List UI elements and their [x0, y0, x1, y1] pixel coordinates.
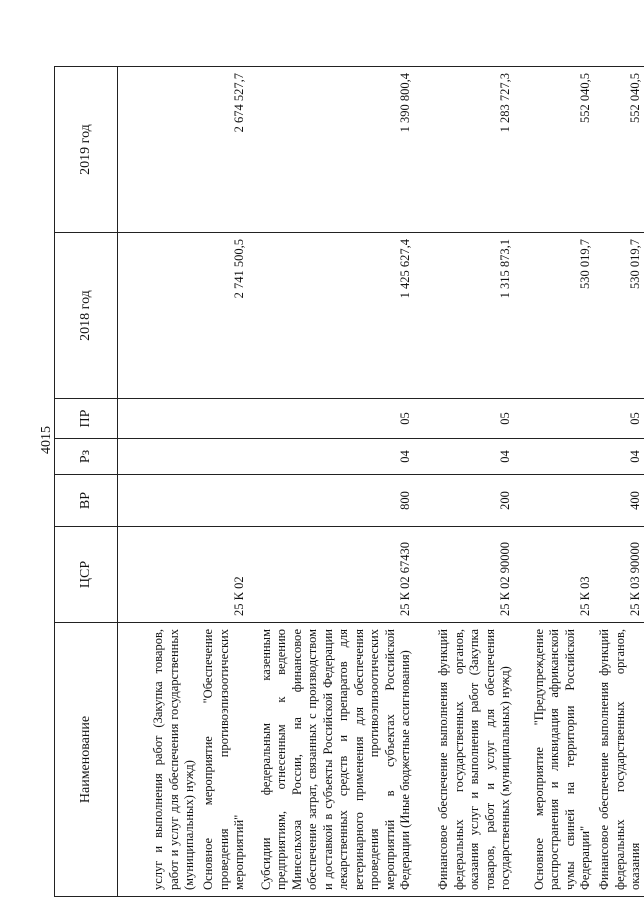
header-2019: 2019 год	[55, 67, 118, 233]
row-rz: 04	[248, 439, 414, 475]
row-2019: 552 040,5	[594, 67, 644, 233]
row-csr: 25 К 03 90000	[594, 527, 644, 623]
row-2019: 1 283 727,3	[414, 67, 514, 233]
row-rz	[514, 439, 594, 475]
row-name: Финансовое обеспечение выполнения функций федеральных государственных органов, оказания услуг и выполнения работ (Закупка товаров, работ и услуг для обеспечения государственных (муниципальных) нужд)	[414, 623, 514, 897]
table-frame	[54, 67, 642, 897]
row-vr	[118, 475, 198, 527]
table-row	[594, 67, 644, 897]
row-name: Финансовое обеспечение выполнения функций федеральных государственных органов, оказания	[594, 623, 644, 897]
row-2019: 552 040,5	[514, 67, 594, 233]
row-pr	[514, 399, 594, 439]
header-rz: Рз	[55, 439, 118, 475]
row-vr	[514, 475, 594, 527]
table-row	[198, 67, 248, 897]
row-2018	[118, 233, 198, 399]
header-name: Наименование	[55, 623, 118, 897]
row-pr: 05	[248, 399, 414, 439]
row-pr	[118, 399, 198, 439]
row-name: Субсидии федеральным казенным предприятиям, отнесенным к ведению Минсельхоза России, на финансовое обеспечение затрат, связанных с производством и доставкой в субъекты Российской Федерации лекарственных средств и препаратов для ветеринарного применения для обеспечения проведения противоэпизоотических мероприятий в субъектах Российской Федерации (Иные бюджетные ассигнования)	[248, 623, 414, 897]
row-rz: 04	[414, 439, 514, 475]
row-csr	[118, 527, 198, 623]
table-row	[248, 67, 414, 897]
row-vr: 400	[594, 475, 644, 527]
row-pr	[198, 399, 248, 439]
rotated-table-container	[54, 67, 642, 897]
header-pr: ПР	[55, 399, 118, 439]
row-rz: 04	[594, 439, 644, 475]
row-pr: 05	[414, 399, 514, 439]
row-2019	[118, 67, 198, 233]
header-2018: 2018 год	[55, 233, 118, 399]
header-csr: ЦСР	[55, 527, 118, 623]
row-2018: 1 425 627,4	[248, 233, 414, 399]
row-name: Основное мероприятие "Обеспечение проведения противоэпизоотических мероприятий"	[198, 623, 248, 897]
row-name: услуг и выполнения работ (Закупка товаров, работ и услуг для обеспечения государственных (муниципальных) нужд)	[118, 623, 198, 897]
header-vr: ВР	[55, 475, 118, 527]
row-2018: 2 741 500,5	[198, 233, 248, 399]
row-csr: 25 К 02 90000	[414, 527, 514, 623]
table-row	[414, 67, 514, 897]
row-csr: 25 К 02	[198, 527, 248, 623]
table-row	[118, 67, 198, 897]
row-vr: 800	[248, 475, 414, 527]
row-csr: 25 К 02 67430	[248, 527, 414, 623]
row-name: Основное мероприятие "Предупреждение распространения и ликвидация африканской чумы свиней на территории Российской Федерации"	[514, 623, 594, 897]
row-vr: 200	[414, 475, 514, 527]
budget-table	[54, 66, 644, 897]
row-csr: 25 К 03	[514, 527, 594, 623]
row-2018: 530 019,7	[514, 233, 594, 399]
row-2018: 530 019,7	[594, 233, 644, 399]
row-vr	[198, 475, 248, 527]
row-2019: 1 390 800,4	[248, 67, 414, 233]
table-row	[514, 67, 594, 897]
table-header-row	[55, 67, 118, 897]
row-pr: 05	[594, 399, 644, 439]
row-rz	[198, 439, 248, 475]
row-rz	[118, 439, 198, 475]
row-2018: 1 315 873,1	[414, 233, 514, 399]
row-2019: 2 674 527,7	[198, 67, 248, 233]
page-number: 4015	[39, 426, 54, 454]
